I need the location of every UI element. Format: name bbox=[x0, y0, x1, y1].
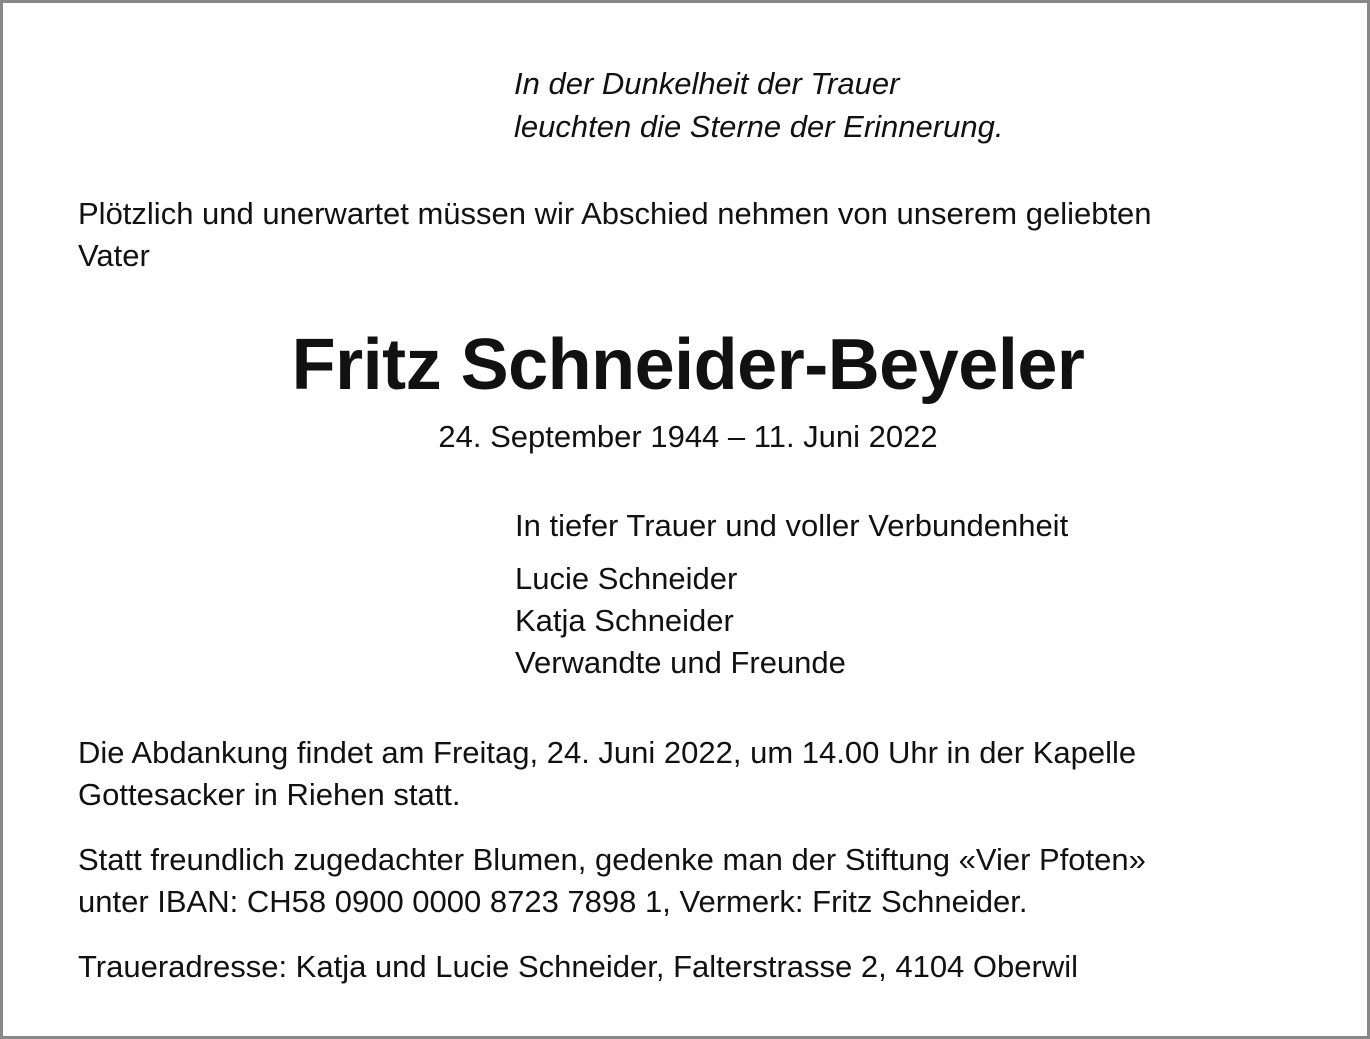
motto-quote bbox=[514, 62, 1003, 148]
service-info bbox=[78, 732, 1328, 816]
mourner-item: Lucie Schneider bbox=[515, 561, 738, 596]
mourner-item: Katja Schneider bbox=[515, 603, 734, 638]
service-line-1: Die Abdankung findet am Freitag, 24. Juni 2022, um 14.00 Uhr in der Kapelle bbox=[78, 735, 1137, 770]
motto-line-2: leuchten die Sterne der Erinnerung. bbox=[514, 109, 1004, 144]
deceased-name: Fritz Schneider-Beyeler bbox=[291, 325, 1085, 405]
mourners-list bbox=[515, 558, 846, 684]
mourning-address bbox=[78, 946, 1328, 988]
donation-line-1: Statt freundlich zugedachter Blumen, gedenke man der Stiftung «Vier Pfoten» bbox=[78, 842, 1146, 877]
donation-line-2: unter IBAN: CH58 0900 0000 8723 7898 1, Vermerk: Fritz Schneider. bbox=[78, 884, 1028, 919]
donation-info bbox=[78, 839, 1328, 923]
intro-line-2: Vater bbox=[78, 238, 150, 273]
intro-text bbox=[78, 193, 1318, 277]
address-line: Traueradresse: Katja und Lucie Schneider, Falterstrasse 2, 4104 Oberwil bbox=[78, 949, 1078, 984]
mourner-item: Verwandte und Freunde bbox=[515, 645, 846, 680]
service-line-2: Gottesacker in Riehen statt. bbox=[78, 777, 461, 812]
mourning-text: In tiefer Trauer und voller Verbundenheit bbox=[515, 508, 1069, 543]
motto-line-1: In der Dunkelheit der Trauer bbox=[514, 66, 900, 101]
life-dates: 24. September 1944 – 11. Juni 2022 bbox=[438, 419, 938, 454]
intro-line-1: Plötzlich und unerwartet müssen wir Abschied nehmen von unserem geliebten bbox=[78, 196, 1152, 231]
